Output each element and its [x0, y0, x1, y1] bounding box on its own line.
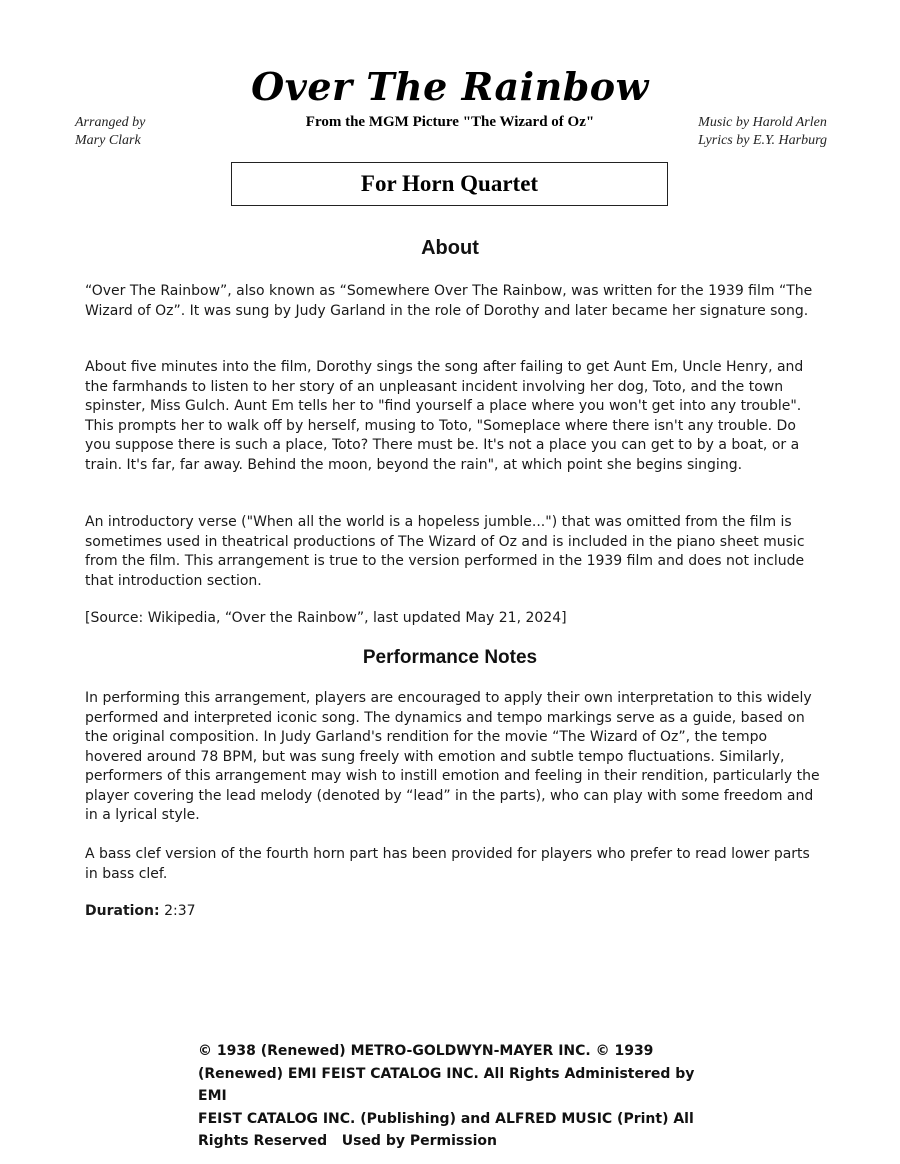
copyright-line: © 1938 (Renewed) METRO-GOLDWYN-MAYER INC. © 1939: [198, 1043, 654, 1059]
duration-value: 2:37: [164, 903, 196, 919]
performance-paragraph: In performing this arrangement, players are encouraged to apply their own interpretation to this widely performed and interpreted iconic song. The dynamics and tempo markings serve as a guide, based on the original composition. In Judy Garland's rendition for the movie “The Wizard of Oz”, the tempo hovered around 78 BPM, but was sung freely with emotion and subtle tempo fluctuations. Similarly, performers of this arrangement may wish to instill emotion and feeling in their rendition, particularly the player covering the lead melody (denoted by “lead” in the parts), who can play with some freedom and in a lyrical style.: [85, 690, 820, 823]
arranger-name: Mary Clark: [75, 133, 141, 148]
source-citation: [Source: Wikipedia, “Over the Rainbow”, last updated May 21, 2024]: [85, 610, 567, 626]
about-paragraph: An introductory verse ("When all the world is a hopeless jumble...") that was omitted from the film is sometimes used in theatrical productions of The Wizard of Oz and is included in the piano sheet music from the film. This arrangement is true to the version performed in the 1939 film and does not include that introduction section.: [85, 514, 805, 589]
arranger-credit: [75, 114, 145, 150]
copyright-line: (Renewed) EMI FEIST CATALOG INC. All Rights Administered by EMI: [198, 1065, 695, 1104]
ensemble-label: For Horn Quartet: [360, 171, 539, 196]
about-paragraph: “Over The Rainbow”, also known as “Somewhere Over The Rainbow, was written for the 1939 film “The Wizard of Oz”. It was sung by Judy Garland in the role of Dorothy and later became her signature song.: [85, 283, 813, 319]
about-paragraph: About five minutes into the film, Dorothy sings the song after failing to get Aunt Em, Uncle Henry, and the farmhands to listen to her story of an unpleasant incident involving her dog, Toto, and the town spinster, Miss Gulch. Aunt Em tells her to "find yourself a place where you won't get into any trouble". This prompts her to walk off by herself, musing to Toto, "Someplace where there isn't any trouble. Do you suppose there is such a place, Toto? There must be. It's not a place you can get to by a boat, or a train. It's far, far away. Behind the moon, beyond the rain", at which point she begins singing.: [85, 359, 804, 473]
ensemble-box: [231, 162, 668, 206]
page-subtitle: From the MGM Picture "The Wizard of Oz": [305, 114, 595, 130]
copyright-line: FEIST CATALOG INC. (Publishing) and ALFRED MUSIC (Print) All: [198, 1110, 694, 1127]
copyright-notice: [198, 1040, 718, 1153]
lyrics-credit: Lyrics by E.Y. Harburg: [698, 133, 827, 148]
performance-notes-heading: Performance Notes: [362, 647, 538, 668]
composer-credit: [698, 114, 827, 150]
duration: [85, 903, 196, 919]
page-title: Over The Rainbow: [251, 64, 649, 109]
performance-paragraph: A bass clef version of the fourth horn part has been provided for players who prefer to read lower parts in bass clef.: [85, 846, 810, 882]
copyright-line: Rights Reserved Used by Permission: [198, 1133, 497, 1149]
duration-label: Duration:: [85, 903, 160, 919]
arranger-label: Arranged by: [75, 115, 146, 130]
music-credit: Music by Harold Arlen: [698, 115, 827, 130]
about-heading: About: [421, 237, 479, 259]
